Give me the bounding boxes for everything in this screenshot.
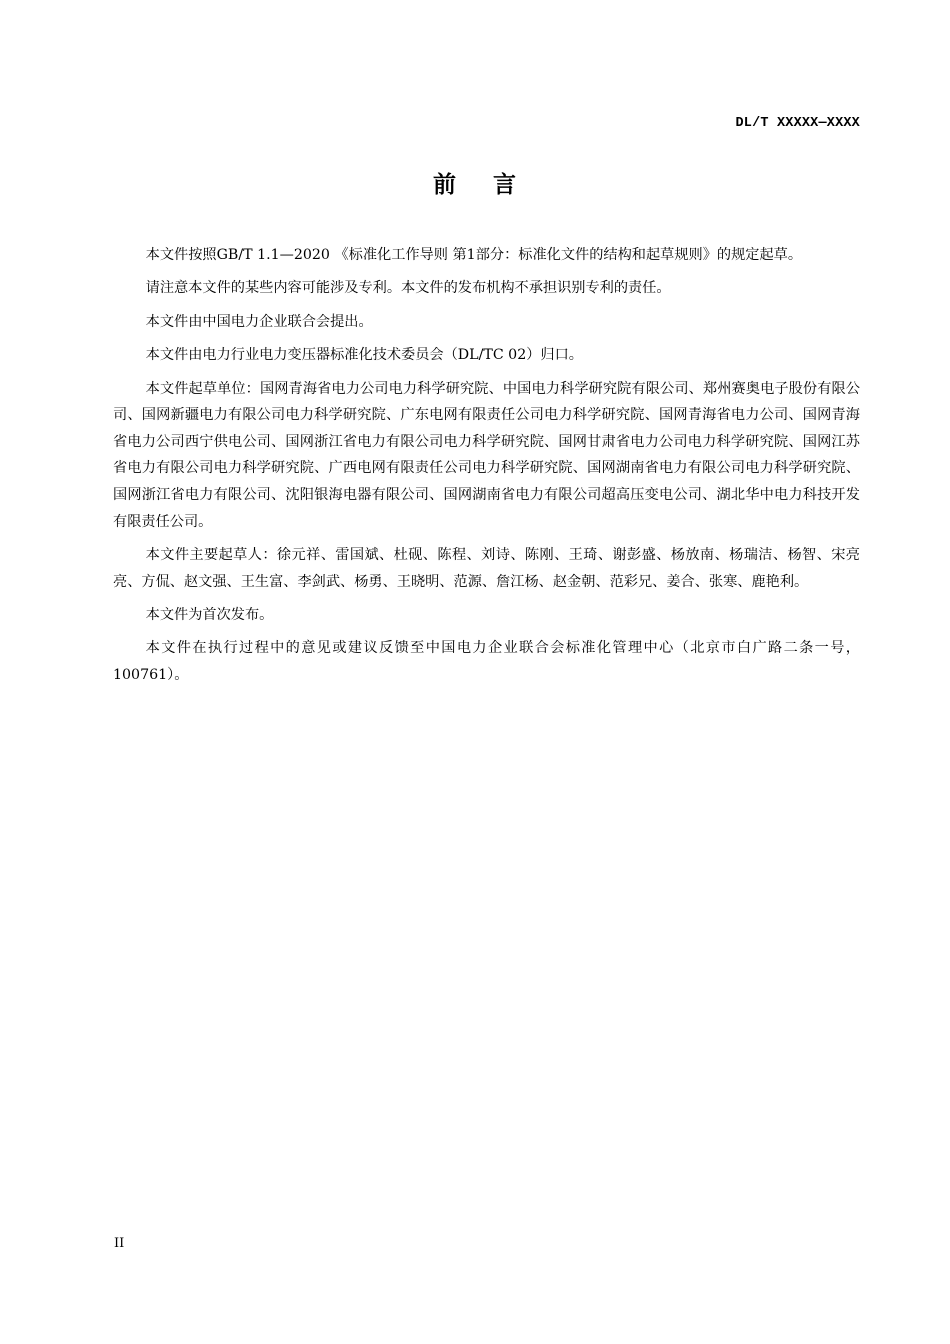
paragraph-technical-committee: 本文件由电力行业电力变压器标准化技术委员会（DL/TC 02）归口。: [145, 347, 583, 364]
paragraph-drafters: 本文件主要起草人：徐元祥、雷国斌、杜砚、陈程、刘诗、陈刚、王琦、谢彭盛、杨放南、杨瑞洁、杨智、宋亮亮、方侃、赵文强、王生富、李剑武、杨勇、王晓明、范源、詹江杨、赵金朝、范彩兄、姜合、张寒、鹿艳利。: [113, 546, 860, 590]
paragraph-drafting-rules: 本文件按照GB/T 1.1—2020 《标准化工作导则 第1部分：标准化文件的结构和起草规则》的规定起草。: [145, 247, 803, 263]
paragraph-patent-notice: 请注意本文件的某些内容可能涉及专利。本文件的发布机构不承担识别专利的责任。: [145, 280, 671, 297]
page-title: 前 言: [432, 172, 518, 198]
paragraph-first-release: 本文件为首次发布。: [145, 606, 274, 623]
standard-code: DL/T XXXXX—XXXX: [735, 116, 860, 131]
paragraph-feedback: 本文件在执行过程中的意见或建议反馈至中国电力企业联合会标准化管理中心（北京市白广路二条一号，100761）。: [113, 640, 860, 683]
paragraph-drafting-units: 本文件起草单位：国网青海省电力公司电力科学研究院、中国电力科学研究院有限公司、郑州赛奥电子股份有限公司、国网新疆电力有限公司电力科学研究院、广东电网有限责任公司电力科学研究院、国网青海省电力公司、国网青海省电力公司西宁供电公司、国网浙江省电力有限公司电力科学研究院、国网甘肃省电力公司电力科学研究院、国网江苏省电力有限公司电力科学研究院、广西电网有限责任公司电力科学研究院、国网湖南省电力有限公司电力科学研究院、国网浙江省电力有限公司、沈阳银海电器有限公司、国网湖南省电力有限公司超高压变电公司、湖北华中电力科技开发有限责任公司。: [113, 380, 860, 530]
page-number: II: [114, 1236, 125, 1251]
paragraph-proposer: 本文件由中国电力企业联合会提出。: [145, 313, 373, 330]
foreword-body: [113, 242, 860, 695]
